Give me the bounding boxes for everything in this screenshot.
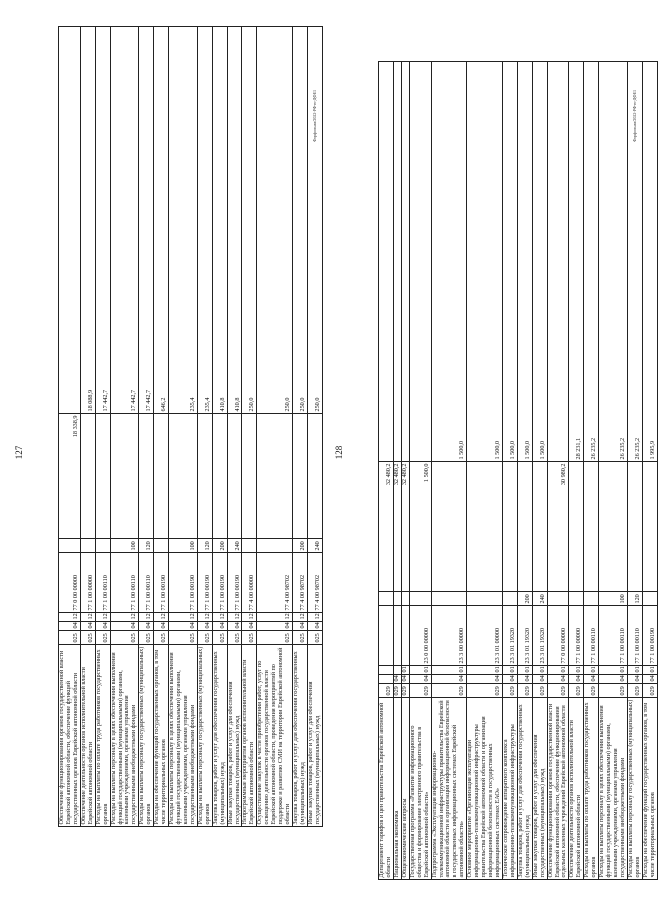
row-name-cell: Государственная программа «Развитие информационного общества и формирование электронного правительства в Еврейской автономной области» <box>409 698 431 880</box>
section-code-cell: 04 <box>154 622 169 631</box>
table-row <box>532 62 547 880</box>
amount-cell: 18 338,9 <box>59 414 81 539</box>
table-row <box>95 27 110 827</box>
ministry-code-cell: 029 <box>393 684 401 698</box>
target-article-cell: 23 3 01 00000 <box>467 606 503 666</box>
row-name-cell: Расходы на выплаты по оплате труда работников государственных органов <box>95 645 110 827</box>
expense-type-cell: 100 <box>110 539 139 553</box>
section-code-cell: 04 <box>400 675 408 682</box>
target-article-cell: 77 1 00 00110 <box>627 606 642 666</box>
target-article-cell: 23 3 01 19320 <box>532 606 547 666</box>
amount-extra-cell <box>393 62 401 462</box>
amount-cell <box>95 414 110 539</box>
expense-type-cell: 120 <box>627 592 642 606</box>
amount-cell <box>257 414 293 539</box>
budget-table-body <box>59 27 323 827</box>
table-row <box>584 62 599 880</box>
row-name-cell: Осуществление закупок в части приобретения работ, услуг по освещению деятельности органов государственной власти Еврейской автономной области, проведения мероприятий по поддержке и развитию СМИ на территории Еврейской автономной области <box>257 645 293 827</box>
amount-cell <box>532 462 547 592</box>
table-row <box>154 27 169 827</box>
budget-table <box>378 61 658 880</box>
subsection-code-cell: 12 <box>197 613 212 622</box>
target-article-cell: 77 4 00 98702 <box>293 553 308 613</box>
row-name-cell: Расходы на выплаты персоналу в целях обеспечения выполнения функций государственными (муниципальными) органами, казенными учреждениями, органами управления государственными внебюджетными фондами <box>110 645 139 827</box>
row-name-cell: Национальная экономика <box>393 698 401 880</box>
ministry-code-cell: 029 <box>409 684 431 698</box>
target-article-cell: 77 1 00 00000 <box>80 553 95 613</box>
row-name-cell: Расходы на выплаты персоналу в целях обеспечения выполнения функций государственными (муниципальными) органами, казенными учреждениями, органами управления государственными внебюджетными фондами <box>599 698 628 880</box>
section-code-cell: 04 <box>467 675 503 684</box>
subsection-code-cell: 01 <box>467 666 503 675</box>
left-page-rotated-content <box>0 0 320 905</box>
amount-cell <box>569 462 584 592</box>
section-code-cell: 04 <box>627 675 642 684</box>
expense-type-cell <box>502 592 517 606</box>
amount-cell <box>431 462 467 592</box>
expense-type-cell <box>95 539 110 553</box>
row-name-cell: Иные закупки товаров, работ и услуг для обеспечения государственных (муниципальных) нужд <box>227 645 242 827</box>
section-code-cell <box>379 675 394 684</box>
ministry-code-cell: 025 <box>169 631 198 645</box>
target-article-cell: 77 1 00 00110 <box>599 606 628 666</box>
amount-cell <box>212 414 227 539</box>
amount-cell <box>197 414 212 539</box>
ministry-code-cell: 029 <box>642 684 657 698</box>
amount-extra-cell: 18 088,9 <box>80 27 95 414</box>
table-row <box>257 27 293 827</box>
target-article-cell: 77 0 00 00000 <box>59 553 81 613</box>
subsection-code-cell: 12 <box>59 613 81 622</box>
table-row <box>197 27 212 827</box>
footer-note: Форфопьии/2022-РФ-ю-ДФЕ1 <box>632 90 637 142</box>
ministry-code-cell: 025 <box>80 631 95 645</box>
amount-extra-cell: 235,4 <box>197 27 212 414</box>
table-row <box>431 62 467 880</box>
amount-extra-cell: 17 442,7 <box>95 27 110 414</box>
ministry-code-cell: 025 <box>212 631 227 645</box>
ministry-code-cell: 025 <box>154 631 169 645</box>
target-article-cell: 23 0 00 00000 <box>409 606 431 666</box>
amount-cell <box>467 462 503 592</box>
section-code-cell: 04 <box>80 622 95 631</box>
target-article-cell: 77 1 00 00000 <box>569 606 584 666</box>
subsection-code-cell: 01 <box>502 666 517 675</box>
amount-cell <box>169 414 198 539</box>
amount-cell: 32 480,2 <box>401 462 409 592</box>
amount-extra-cell <box>401 62 409 462</box>
target-article-cell: 77 1 00 00110 <box>110 553 139 613</box>
row-name-cell: Закупка товаров, работ и услуг для обеспечения государственных (муниципальных) нужд <box>212 645 227 827</box>
ministry-code-cell: 025 <box>257 631 293 645</box>
section-code-cell: 04 <box>642 675 657 684</box>
section-code-cell: 04 <box>293 622 308 631</box>
amount-extra-cell: 646,2 <box>154 27 169 414</box>
expense-type-cell <box>379 592 394 606</box>
row-name-cell: Обеспечение функционирования органов государственной власти Еврейской автономной области, обеспечение функционирования отдельных казенных учреждений Еврейской автономной области <box>547 698 569 880</box>
expense-type-cell: 200 <box>293 539 308 553</box>
table-row <box>80 27 95 827</box>
row-name-cell: Общеэкономические вопросы <box>401 698 409 880</box>
amount-cell: 32 480,2 <box>393 462 401 592</box>
amount-cell <box>139 414 154 539</box>
ministry-code-cell: 025 <box>242 631 257 645</box>
amount-extra-cell <box>547 62 569 462</box>
expense-type-cell: 240 <box>532 592 547 606</box>
amount-cell <box>293 414 308 539</box>
target-article-cell: 77 1 00 00110 <box>584 606 599 666</box>
expense-type-cell: 120 <box>197 539 212 553</box>
row-name-cell: Расходы на обеспечение функций государственных органов, в том числе территориальных органов <box>154 645 169 827</box>
table-row <box>212 27 227 827</box>
amount-cell <box>154 414 169 539</box>
ministry-code-cell: 025 <box>59 631 81 645</box>
row-name-cell: Расходы на обеспечение функций государственных органов, в том числе территориальных органов <box>642 698 657 880</box>
amount-cell: 1 500,0 <box>409 462 431 592</box>
row-name-cell: Непрограммные мероприятия органов исполнительной власти Еврейской автономной области <box>242 645 257 827</box>
budget-table-body <box>379 62 658 880</box>
subsection-code-cell: 12 <box>80 613 95 622</box>
section-code-cell: 04 <box>392 675 400 682</box>
amount-extra-cell: 1 500,0 <box>467 62 503 462</box>
ministry-code-cell: 025 <box>95 631 110 645</box>
ministry-code-cell: 029 <box>532 684 547 698</box>
section-code-cell: 04 <box>59 622 81 631</box>
ministry-code-cell: 025 <box>307 631 322 645</box>
section-code-cell: 04 <box>584 675 599 684</box>
row-name-cell: Обеспечение функционирования органов государственной власти Еврейской автономной области, обеспечение функций государственных органов Еврейской автономной области <box>59 645 81 827</box>
amount-extra-cell: 410,8 <box>212 27 227 414</box>
section-code-cell: 04 <box>257 622 293 631</box>
amount-extra-cell: 1 500,0 <box>517 62 532 462</box>
expense-type-cell: 240 <box>307 539 322 553</box>
row-name-cell: Иные закупки товаров, работ и услуг для обеспечения государственных (муниципальных) нужд <box>307 645 322 827</box>
expense-type-cell <box>642 592 657 606</box>
expense-type-cell <box>584 592 599 606</box>
amount-extra-cell: 410,8 <box>227 27 242 414</box>
table-row <box>569 62 584 880</box>
expense-type-cell <box>409 592 431 606</box>
amount-extra-cell: 28 231,1 <box>569 62 584 462</box>
target-article-cell <box>393 606 401 666</box>
expense-type-cell <box>80 539 95 553</box>
target-article-cell: 77 1 00 00190 <box>197 553 212 613</box>
subsection-code-cell: 01 <box>532 666 547 675</box>
row-name-cell: Техническое сопровождение аппаратного комплекса информационно-телекоммуникационной инфраструктуры <box>502 698 517 880</box>
expense-type-cell: 100 <box>169 539 198 553</box>
subsection-code-cell: 12 <box>139 613 154 622</box>
amount-cell <box>242 414 257 539</box>
right-page <box>320 0 656 905</box>
subsection-code-cell <box>379 666 394 675</box>
target-article-cell <box>401 606 409 666</box>
table-row <box>379 62 394 880</box>
expense-type-cell <box>59 539 81 553</box>
row-name-cell: Основное мероприятие «Организация эксплуатации информационно-телекоммуникационной инфраструктуры правительства Еврейской автономной области и организация информационной безопасности в государственных информационных системах ЕАО» <box>467 698 503 880</box>
section-code-cell: 04 <box>227 622 242 631</box>
table-row <box>59 27 81 827</box>
amount-extra-cell: 1 500,0 <box>502 62 517 462</box>
amount-extra-cell: 250,0 <box>257 27 293 414</box>
row-name-cell: Подпрограмма «Эксплуатация информационно-телекоммуникационной инфраструктуры правительства Еврейской автономной области и организация информационной безопасности в государственных информационных системах Еврейской автономной области» <box>431 698 467 880</box>
section-code-cell: 04 <box>569 675 584 684</box>
expense-type-cell <box>569 592 584 606</box>
row-name-cell: Закупка товаров, работ и услуг для обеспечения государственных (муниципальных) нужд <box>517 698 532 880</box>
subsection-code-cell: 01 <box>569 666 584 675</box>
left-page <box>0 0 320 905</box>
table-row <box>547 62 569 880</box>
row-name-cell: Расходы на выплаты персоналу государственных (муниципальных) органов <box>197 645 212 827</box>
amount-extra-cell: 17 442,7 <box>139 27 154 414</box>
subsection-code-cell: 01 <box>431 666 467 675</box>
amount-extra-cell: 250,0 <box>307 27 322 414</box>
footer-note: Форфопьии/2022-РФ-ю-ДФЕ1 <box>312 90 317 142</box>
section-code-cell: 04 <box>431 675 467 684</box>
subsection-code-cell: 01 <box>400 666 408 673</box>
ministry-code-cell: 029 <box>379 684 394 698</box>
target-article-cell: 77 4 00 98702 <box>257 553 293 613</box>
amount-extra-cell <box>379 62 394 462</box>
table-row <box>139 27 154 827</box>
section-code-cell: 04 <box>517 675 532 684</box>
row-name-cell: Расходы на выплаты по оплате труда работников государственных органов <box>584 698 599 880</box>
subsection-code-cell: 12 <box>227 613 242 622</box>
ministry-code-cell: 029 <box>517 684 532 698</box>
amount-extra-cell: 26 235,2 <box>584 62 599 462</box>
section-code-cell: 04 <box>307 622 322 631</box>
expense-type-cell <box>431 592 467 606</box>
ministry-code-cell: 029 <box>431 684 467 698</box>
table-row <box>642 62 657 880</box>
target-article-cell: 77 1 00 00190 <box>227 553 242 613</box>
amount-extra-cell: 1 995,9 <box>642 62 657 462</box>
ministry-code-cell: 029 <box>584 684 599 698</box>
section-code-cell: 04 <box>547 675 569 684</box>
subsection-code-cell: 12 <box>242 613 257 622</box>
expense-type-cell: 100 <box>599 592 628 606</box>
target-article-cell: 77 1 00 00190 <box>169 553 198 613</box>
row-name-cell: Иные закупки товаров, работ и услуг для обеспечения государственных (муниципальных) нужд <box>532 698 547 880</box>
amount-extra-cell: 235,4 <box>169 27 198 414</box>
expense-type-cell <box>401 592 409 606</box>
subsection-code-cell: 12 <box>293 613 308 622</box>
target-article-cell: 77 1 00 00110 <box>95 553 110 613</box>
amount-cell <box>80 414 95 539</box>
section-code-cell: 04 <box>197 622 212 631</box>
amount-cell <box>227 414 242 539</box>
page-number: 128 <box>334 445 344 460</box>
subsection-code-cell: 12 <box>212 613 227 622</box>
amount-extra-cell <box>59 27 81 414</box>
ministry-code-cell: 025 <box>227 631 242 645</box>
row-name-cell: Обеспечение деятельности органов исполнительной власти Еврейской автономной области <box>569 698 584 880</box>
amount-cell <box>517 462 532 592</box>
expense-type-cell: 200 <box>517 592 532 606</box>
section-code-cell: 04 <box>169 622 198 631</box>
subsection-code-cell: 12 <box>169 613 198 622</box>
ministry-code-cell: 025 <box>293 631 308 645</box>
row-name-cell: Расходы на выплаты персоналу государственных (муниципальных) органов <box>139 645 154 827</box>
target-article-cell: 77 0 00 00000 <box>547 606 569 666</box>
ministry-code-cell: 025 <box>139 631 154 645</box>
row-name-cell: Обеспечение деятельности органов исполнительной власти Еврейской автономной области <box>80 645 95 827</box>
subsection-code-cell: 01 <box>642 666 657 675</box>
section-code-cell: 04 <box>242 622 257 631</box>
amount-cell: 32 480,2 <box>379 462 394 592</box>
target-article-cell: 23 3 00 00000 <box>431 606 467 666</box>
table-row <box>293 27 308 827</box>
amount-extra-cell <box>409 62 431 462</box>
table-row <box>599 62 628 880</box>
row-name-cell: Расходы на выплаты персоналу государственных (муниципальных) органов <box>627 698 642 880</box>
expense-type-cell <box>467 592 503 606</box>
row-name-cell: Расходы на выплаты персоналу в целях обеспечения выполнения функций государственными (муниципальными) органами, казенными учреждениями, органами управления государственными внебюджетными фондами <box>169 645 198 827</box>
section-code-cell: 04 <box>409 675 431 684</box>
table-row <box>502 62 517 880</box>
section-code-cell: 04 <box>139 622 154 631</box>
ministry-code-cell: 025 <box>197 631 212 645</box>
target-article-cell: 77 1 00 00190 <box>212 553 227 613</box>
expense-type-cell: 200 <box>212 539 227 553</box>
section-code-cell: 04 <box>502 675 517 684</box>
table-row <box>409 62 431 880</box>
amount-cell <box>110 414 139 539</box>
amount-extra-cell: 250,0 <box>242 27 257 414</box>
section-code-cell: 04 <box>95 622 110 631</box>
amount-extra-cell: 26 235,2 <box>627 62 642 462</box>
target-article-cell <box>379 606 394 666</box>
table-row <box>242 27 257 827</box>
subsection-code-cell: 12 <box>257 613 293 622</box>
row-name-cell: Департамент тарифов и цен правительства Еврейской автономной области <box>379 698 394 880</box>
subsection-code-cell: 01 <box>409 666 431 675</box>
target-article-cell: 77 1 00 00190 <box>642 606 657 666</box>
subsection-code-cell: 12 <box>307 613 322 622</box>
subsection-code-cell: 12 <box>95 613 110 622</box>
budget-table <box>58 26 323 827</box>
amount-extra-cell: 1 500,0 <box>532 62 547 462</box>
table-row <box>169 27 198 827</box>
amount-cell <box>584 462 599 592</box>
subsection-code-cell: 01 <box>584 666 599 675</box>
table-row <box>517 62 532 880</box>
right-page-rotated-content <box>320 0 656 905</box>
expense-type-cell <box>393 592 401 606</box>
subsection-code-cell: 12 <box>154 613 169 622</box>
target-article-cell: 77 4 00 00000 <box>242 553 257 613</box>
subsection-code-cell: 01 <box>599 666 628 675</box>
section-code-cell: 04 <box>599 675 628 684</box>
target-article-cell: 23 3 01 19320 <box>502 606 517 666</box>
target-article-cell: 77 1 00 00110 <box>139 553 154 613</box>
expense-type-cell <box>242 539 257 553</box>
section-code-cell: 04 <box>212 622 227 631</box>
ministry-code-cell: 029 <box>467 684 503 698</box>
ministry-code-cell: 029 <box>599 684 628 698</box>
expense-type-cell <box>257 539 293 553</box>
ministry-code-cell: 029 <box>627 684 642 698</box>
expense-type-cell <box>154 539 169 553</box>
amount-cell <box>642 462 657 592</box>
ministry-code-cell: 029 <box>401 684 409 698</box>
subsection-code-cell: 01 <box>547 666 569 675</box>
expense-type-cell: 240 <box>227 539 242 553</box>
amount-cell <box>599 462 628 592</box>
section-code-cell: 04 <box>110 622 139 631</box>
table-row <box>227 27 242 827</box>
target-article-cell: 77 1 00 00190 <box>154 553 169 613</box>
subsection-code-cell: 01 <box>517 666 532 675</box>
ministry-code-cell: 029 <box>547 684 569 698</box>
expense-type-cell: 120 <box>139 539 154 553</box>
section-code-cell: 04 <box>532 675 547 684</box>
table-row <box>110 27 139 827</box>
table-row <box>627 62 642 880</box>
amount-cell: 30 980,2 <box>547 462 569 592</box>
row-name-cell: Закупка товаров, работ и услуг для обеспечения государственных (муниципальных) нужд <box>293 645 308 827</box>
table-row <box>467 62 503 880</box>
ministry-code-cell: 025 <box>110 631 139 645</box>
ministry-code-cell: 029 <box>569 684 584 698</box>
amount-extra-cell: 26 235,2 <box>599 62 628 462</box>
amount-extra-cell: 250,0 <box>293 27 308 414</box>
subsection-code-cell: 12 <box>110 613 139 622</box>
target-article-cell: 23 3 01 19320 <box>517 606 532 666</box>
amount-cell <box>502 462 517 592</box>
page-number: 127 <box>14 445 24 460</box>
subsection-code-cell: 01 <box>627 666 642 675</box>
expense-type-cell <box>547 592 569 606</box>
target-article-cell: 77 4 00 98702 <box>307 553 322 613</box>
amount-extra-cell: 1 500,0 <box>431 62 467 462</box>
ministry-code-cell: 029 <box>502 684 517 698</box>
amount-cell <box>627 462 642 592</box>
amount-extra-cell: 17 442,7 <box>110 27 139 414</box>
